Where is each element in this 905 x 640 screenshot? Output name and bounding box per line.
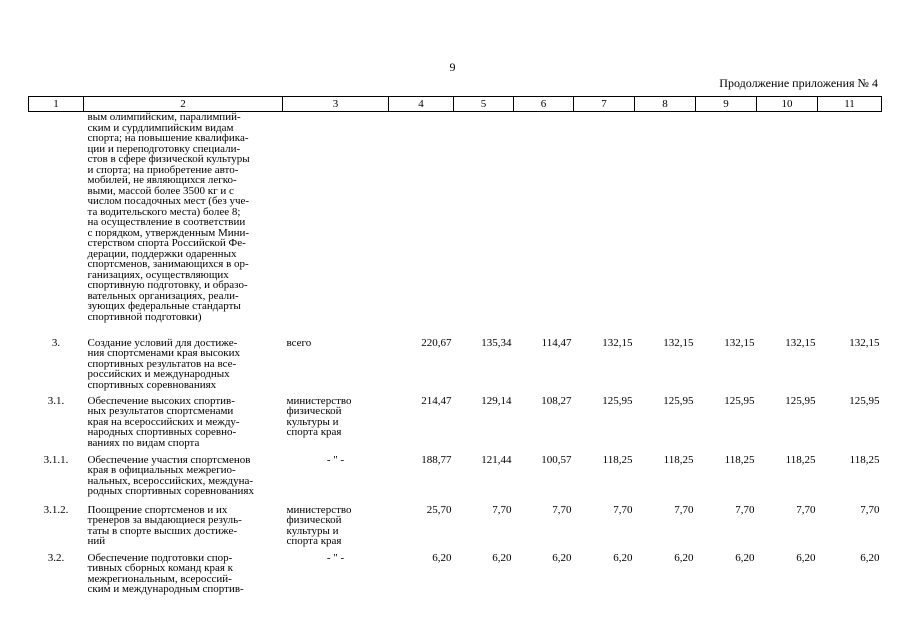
row-value: 118,25	[724, 453, 755, 466]
row-executor	[283, 396, 389, 455]
row-value: 6,20	[613, 551, 633, 564]
column-header: 1	[29, 97, 84, 112]
row-executor	[283, 505, 389, 553]
row-value: 6,20	[796, 551, 816, 564]
row-value	[635, 112, 696, 338]
row-value: 7,70	[860, 503, 880, 516]
column-header: 9	[696, 97, 757, 112]
row-number: 3.1.	[47, 394, 65, 407]
row-value: 132,15	[785, 336, 816, 349]
column-header: 8	[635, 97, 696, 112]
row-value: 132,15	[663, 336, 694, 349]
column-header: 11	[818, 97, 882, 112]
row-value: 7,70	[735, 503, 755, 516]
row-executor-text: министерство физической культуры и спорта края	[286, 394, 352, 438]
row-description-text: Обеспечение участия спортсменов края в официальных межрегио- нальных, всероссийских, междуна- родных спортивных соревнованиях	[87, 453, 254, 497]
row-value: 188,77	[421, 453, 452, 466]
column-header: 3	[283, 97, 389, 112]
column-header: 5	[454, 97, 514, 112]
row-value: 7,70	[796, 503, 816, 516]
column-header: 4	[389, 97, 454, 112]
row-description	[84, 505, 283, 553]
column-header: 10	[757, 97, 818, 112]
row-value: 118,25	[602, 453, 633, 466]
row-executor-text: - " -	[326, 453, 345, 466]
row-value: 132,15	[724, 336, 755, 349]
row-value	[454, 112, 514, 338]
row-value: 125,95	[785, 394, 816, 407]
row-value: 132,15	[849, 336, 880, 349]
table-row	[29, 553, 882, 597]
row-number: 3.2.	[47, 551, 65, 564]
row-description-text: Создание условий для достиже- ния спортсменами края высоких спортивных результатов на все- российских и международных спортивных соревнованиях	[87, 336, 240, 391]
row-value: 6,20	[552, 551, 572, 564]
row-executor	[283, 338, 389, 396]
row-value	[696, 112, 757, 338]
row-value: 129,14	[481, 394, 512, 407]
row-value: 220,67	[421, 336, 452, 349]
table-row	[29, 455, 882, 505]
row-number: 3.1.1.	[43, 453, 69, 466]
row-executor-text: - " -	[326, 551, 345, 564]
appendix-continuation-note: Продолжение приложения № 4	[719, 76, 878, 90]
row-description	[84, 553, 283, 597]
column-header: 2	[84, 97, 283, 112]
row-value: 125,95	[849, 394, 880, 407]
row-description-text: Поощрение спортсменов и их тренеров за выдающиеся резуль- таты в спорте высших достиже- ний	[87, 503, 242, 547]
row-value: 7,70	[552, 503, 572, 516]
page-number: 9	[449, 60, 456, 74]
column-header: 7	[574, 97, 635, 112]
table-row	[29, 396, 882, 455]
row-value: 125,95	[602, 394, 633, 407]
row-value	[818, 112, 882, 338]
row-value: 118,25	[849, 453, 880, 466]
row-value: 100,57	[541, 453, 572, 466]
row-value: 6,20	[432, 551, 452, 564]
row-value: 25,70	[426, 503, 452, 516]
row-value	[514, 112, 574, 338]
row-value	[389, 112, 454, 338]
row-value: 132,15	[602, 336, 633, 349]
row-value: 7,70	[492, 503, 512, 516]
row-executor	[283, 112, 389, 338]
row-value: 121,44	[481, 453, 512, 466]
row-value: 118,25	[785, 453, 816, 466]
row-value: 7,70	[674, 503, 694, 516]
row-number: 3.1.2.	[43, 503, 69, 516]
row-value	[574, 112, 635, 338]
row-value: 125,95	[724, 394, 755, 407]
table-row	[29, 112, 882, 338]
column-number-row	[29, 97, 882, 112]
column-header: 6	[514, 97, 574, 112]
row-value: 118,25	[663, 453, 694, 466]
row-value: 125,95	[663, 394, 694, 407]
row-number	[29, 112, 84, 338]
table-row	[29, 338, 882, 396]
row-number: 3.	[51, 336, 61, 349]
row-description-text: Обеспечение высоких спортив- ных результатов спортсменами края на всероссийских и между- народных спортивных соревно- ваниях по видам спорта	[87, 394, 240, 449]
program-funding-table	[28, 96, 882, 597]
row-description-text: Обеспечение подготовки спор- тивных сборных команд края к межрегиональным, всероссий- ским и международным спортив-	[87, 551, 244, 595]
row-value	[757, 112, 818, 338]
row-description	[84, 338, 283, 396]
row-value: 6,20	[674, 551, 694, 564]
row-description	[84, 396, 283, 455]
table-row	[29, 505, 882, 553]
row-value: 135,34	[481, 336, 512, 349]
row-value: 6,20	[860, 551, 880, 564]
row-description	[84, 112, 283, 338]
row-executor	[283, 553, 389, 597]
row-executor-text: министерство физической культуры и спорта края	[286, 503, 352, 547]
row-executor-text: всего	[286, 336, 312, 349]
row-executor	[283, 455, 389, 505]
row-description-text: вым олимпийским, паралимпий- ским и сурдлимпийским видам спорта; на повышение квалифика- ции и переподготовку специали- стов в сфере физической культуры и спорта; на приобретение авто- мобилей, не являющихся легко- выми, массой более 3500 кг и с числом посадочных мест (без уче- та водительского места) более 8; на осуществление в соответствии с порядком, утвержденным Мини- стерством спорта Российской Фе- дерации, поддержки одаренных спортсменов, занимающихся в ор- ганизациях, осуществляющих спортивную подготовку, и образо- вательных организациях, реали- зующих федеральные стандарты спортивной подготовки)	[87, 111, 250, 323]
row-value: 114,47	[541, 336, 572, 349]
row-description	[84, 455, 283, 505]
row-value: 7,70	[613, 503, 633, 516]
row-value: 214,47	[421, 394, 452, 407]
row-value: 108,27	[541, 394, 572, 407]
row-value: 6,20	[735, 551, 755, 564]
row-value: 6,20	[492, 551, 512, 564]
